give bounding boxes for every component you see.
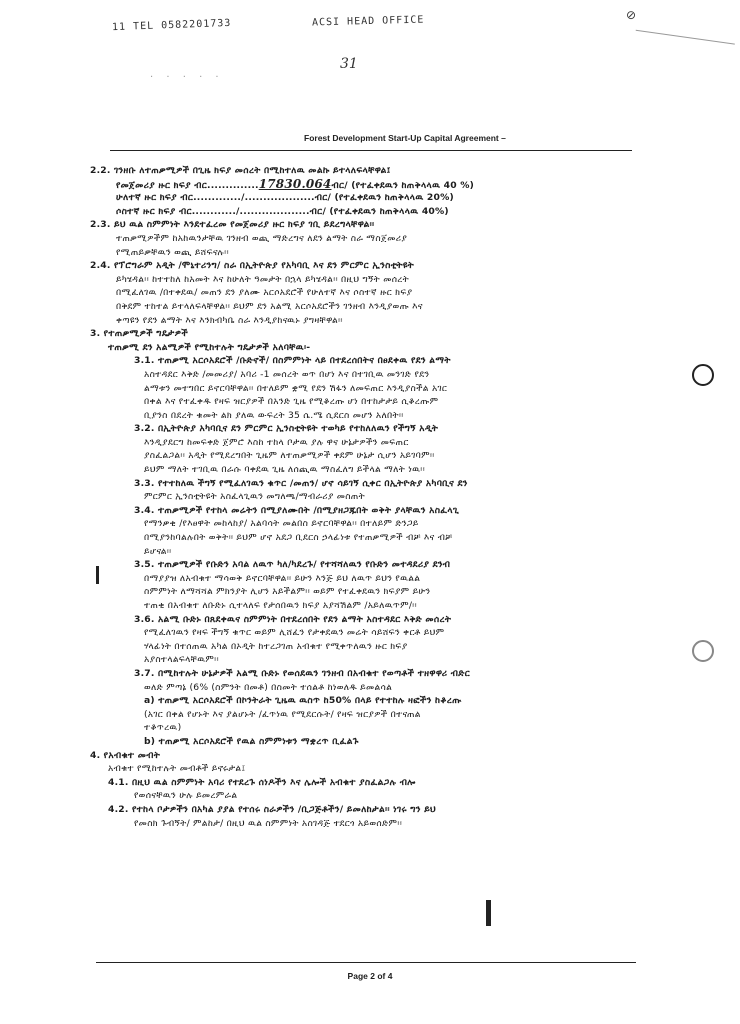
scan-noise: · · · · · bbox=[150, 72, 224, 83]
document-line bbox=[88, 368, 648, 382]
line-text: በሚፈለገዉ /በተቀደዉ/ መጠን ደን ያለሙ አርሶአደሮች የሁለተኛ እና ሶስተኛ ዙር ክፍያ bbox=[116, 287, 413, 299]
document-line bbox=[88, 694, 648, 708]
line-text: a) ተጠቃሚ አርሶአደሮች በኮንትራት ጊዜዉ ዉስጥ ከ50% በላይ የተተከሉ ዛፎችን ከቆረጡ bbox=[144, 695, 462, 707]
document-line bbox=[88, 205, 648, 219]
document-line bbox=[88, 341, 648, 355]
document-line bbox=[88, 762, 648, 776]
line-text: ቢያንስ በደረት ቁመት ልክ ያለዉ ውፍረት 35 ሴ.ሜ ሲደርስ መሆን አለበት፡፡ bbox=[144, 409, 404, 421]
document-header: Forest Development Start-Up Capital Agreement – bbox=[304, 133, 506, 143]
line-text: 4.1. በዚህ ዉል ስምምነት አባሪ የተደረጉ ሰነዶችን እና ሌሎች አብቁተ ያስፈልጋሉ ብሎ bbox=[108, 776, 416, 788]
line-text: ሶስተኛ ዙር ክፍያ ብር............/...................ብር/ (የተፈቀደዉን ከጠቅላላዉ 40%) bbox=[116, 205, 449, 217]
line-text: 3.4. ተጠቃሚዎች የተከላ መሬትን በሚያለሙበት /በሚያዘጋጁበት ወቅት ያላቸዉን አስፈላጊ bbox=[134, 504, 460, 516]
line-text: ስምምነት ለማሻሻል ምክንያት ሊሆን አይችልም፡፡ ወይም የተፈቀደዉን ክፍያም ይሁን bbox=[144, 586, 431, 598]
handwritten-amount: 17830.064 bbox=[258, 177, 332, 191]
document-line bbox=[88, 545, 648, 559]
line-text: ያስፈልጋል፡፡ አዲት የሚደረግበት ጊዜም ለተጠቃሚዎች ቀደም ሁኔታ ሲሆን አይገባም፡፡ bbox=[144, 450, 435, 462]
line-text: ተቆጥረዉ) bbox=[144, 722, 182, 734]
line-text: ምርምር ኢንስቲትዩት አስፈላጊዉን መግለጫ/ማብራሪያ መስጠት bbox=[144, 491, 366, 503]
document-line bbox=[88, 640, 648, 654]
document-line bbox=[88, 490, 648, 504]
line-text: 3.3. የተተከለዉ ችግኝ የሚፈለገዉን ቁጥር /መጠን/ ሆኖ ሳይገኝ ሲቀር በኢትዮጵያ አካባቢና ደን bbox=[134, 477, 468, 489]
line-text: ቀጣዩን የደን ልማት እና እንክብካቤ ስራ እንዲያከናዉኑ ያግዛቸዋል፡፡ bbox=[116, 314, 343, 326]
document-body bbox=[88, 164, 648, 830]
document-line bbox=[88, 422, 648, 436]
punch-hole-icon bbox=[692, 364, 714, 386]
line-text: ተጠቂ በአብቁተ ለቡድኑ ሲተላለፍ የታሰበዉን ክፍያ አያሻሽልም /አይለዉጥም/፡፡ bbox=[144, 600, 417, 611]
line-text: 3. የተጠቃሚዎች ግዴታዎች bbox=[90, 328, 189, 340]
line-text: ይካሄዳል፡፡ ከተተከለ ከአመት እና ከሁለት ዓመታት በኋላ ይካሄዳል፡፡ በዚህ ግኝት መሰረት bbox=[116, 273, 410, 285]
document-line bbox=[88, 436, 648, 450]
document-line bbox=[88, 354, 648, 368]
document-line bbox=[88, 667, 648, 681]
document-line bbox=[88, 803, 648, 817]
line-text: በቀል እና የተፈቀዱ የዛፍ ዝርያዎች በአንድ ጊዜ የሚቆረጡ ሆነ በተከታታይ ሲቆረጡም bbox=[144, 396, 439, 408]
line-text: 3.2. በኢትዮጵያ አካባቢና ደን ምርምር ኢንስቲትዩት ተወካይ የተከለለዉን የችግኝ አዲት bbox=[134, 423, 439, 435]
document-line bbox=[88, 558, 648, 572]
line-text: 3.5. ተጠቃሚዎች የቡድን አባል ለዉጥ ካለ/ካደረጉ/ የተሻሻለዉን የቡድን መተዳደሪያ ደንብ bbox=[134, 559, 451, 571]
document-line bbox=[88, 817, 648, 831]
document-line bbox=[88, 232, 648, 246]
document-line bbox=[88, 735, 648, 749]
document-line bbox=[88, 477, 648, 491]
document-line bbox=[88, 585, 648, 599]
document-line bbox=[88, 599, 648, 613]
document-line bbox=[88, 789, 648, 803]
document-line bbox=[88, 409, 648, 423]
document-line bbox=[88, 246, 648, 260]
document-line bbox=[88, 300, 648, 314]
line-text-after: ብር/ (የተፈቀደዉን ከጠቅላላዉ 40 %) bbox=[331, 179, 475, 191]
document-line bbox=[88, 191, 648, 205]
page-footer: Page 2 of 4 bbox=[347, 971, 393, 981]
margin-mark bbox=[486, 900, 491, 926]
line-text: 2.2. ገንዘቡ ለተጠቃሚዎች በጊዜ ክፍያ መሰረት በሚከተለዉ መልኩ ይተላለፍላቸዋል፤ bbox=[90, 165, 391, 176]
line-text: አብቁተ የሚከተሉት መብቶች ይኖሩታል፤ bbox=[108, 763, 246, 775]
line-text: 3.1. ተጠቃሚ አርሶአደሮች /ቡድኖች/ በስምምነት ላይ በተደረሰበትና በፀደቀዉ የደን ልማት bbox=[134, 355, 451, 367]
document-line bbox=[88, 572, 648, 586]
document-line bbox=[88, 259, 648, 273]
handwritten-page-number: 31 bbox=[340, 56, 358, 72]
document-line bbox=[88, 164, 648, 178]
document-line bbox=[88, 613, 648, 627]
document-line bbox=[88, 273, 648, 287]
document-line bbox=[88, 626, 648, 640]
fax-header-right: ACSI HEAD OFFICE bbox=[311, 14, 425, 29]
line-text: የማንቃቂ /የእፀዋት መከላከያ/ አልባሳት መልበስ ይኖርባቸዋል፡፡ በተለይም ድንጋይ bbox=[144, 518, 419, 530]
document-line bbox=[88, 681, 648, 695]
line-text: 2.4. የፕሮግራም አዲት /ሞኒተሪንግ/ ስራ በኢትዮጵያ የአካባቢ እና ደን ምርምር ኢንስቲትዩት bbox=[90, 260, 415, 272]
document-line bbox=[88, 463, 648, 477]
line-text: ሁለተኛ ዙር ክፍያ ብር............./...................ብር/ (የተፈቀደዉን ከጠቅላላዉ 20%) bbox=[116, 192, 454, 204]
document-line bbox=[88, 314, 648, 328]
document-line bbox=[88, 749, 648, 763]
page-edge-mark bbox=[636, 0, 739, 45]
line-text: ሃላፊነት በተሰጠዉ አካል በኦዲት ከተረጋገጠ አብቁተ የሚቀጥለዉን ዙር ክፍያ bbox=[144, 640, 408, 652]
line-text: ወለድ ምጣኔ (6% (ስምንት በመቶ) በስመት ተሰልቶ ከነወለዱ ይመልሳል bbox=[144, 681, 393, 693]
document-line bbox=[88, 286, 648, 300]
margin-mark bbox=[96, 566, 99, 584]
line-text: b) ተጠቃሚ አርሶአደሮች የዉል ስምምነቱን ማቋረጥ ቢፈልጉ bbox=[144, 735, 359, 747]
document-line bbox=[88, 178, 648, 192]
line-text: የመስክ ጉብኝት/ ምልከታ/ በዚህ ዉል ስምምነት አስገዳጅ ተደርጎ አይወሰድም፡፡ bbox=[134, 817, 403, 829]
document-line bbox=[88, 449, 648, 463]
line-text: (አገር በቀል የሆኑት እና ያልሆኑት /ፈጥነዉ የሚደርሱት/ የዛፍ ዝርያዎች በተናጠል bbox=[144, 708, 421, 720]
line-text: አያስተላልፍላቸዉም፡፡ bbox=[144, 654, 219, 666]
line-text: 4.2. የተከላ ቦታዎችን በአካል ያያል የተሰሩ ስራዎችን /ቢጋጅቶችን/ ይመለከታል፡፡ ነገሩ ግን ይህ bbox=[108, 803, 437, 815]
document-line bbox=[88, 776, 648, 790]
line-text: የሚፈለገዉን የዛፍ ችግኝ ቁጥር ወይም ሊሸፈን የታቀደዉን መሬት ሳይሸፍን ቀርቶ ይህም bbox=[144, 627, 445, 639]
document-line bbox=[88, 504, 648, 518]
document-line bbox=[88, 708, 648, 722]
line-text: በማያያዝ ለአብቁተ ማሳወቅ ይኖርባቸዋል፡፡ ይሁን እንጅ ይህ ለዉጥ ይህን የዉልል bbox=[144, 572, 421, 584]
line-text: በሚያንከባልሉበት ወቅት፡፡ ይህም ሆኖ አደጋ ቢደርስ ኃላፊነቱ የተጠቃሚዎች ብቻ እና ብቻ bbox=[144, 532, 453, 544]
line-text: አስተዳደር እቅድ /መመሪያ/ አባሪ -1 መሰረት ወጥ በሆነ እና በተገቢዉ መንገድ የደን bbox=[144, 368, 430, 380]
line-text: 3.7. በሚከተሉት ሁኔታዎች አልሚ ቡድኑ የወሰደዉን ገንዘብ በአብቁተ የወጣቶች ተዘዋዋሪ ብድር bbox=[134, 667, 471, 679]
line-text: ተጠቃሚዎችም ከአከዉንታቸዉ ገንዘብ ወጪ ማድረግና ለደን ልማት ስራ ማስጀመሪያ bbox=[116, 232, 408, 244]
corner-stamp-icon: ⊘ bbox=[626, 8, 637, 22]
document-line bbox=[88, 517, 648, 531]
document-line bbox=[88, 653, 648, 667]
line-text: 3.6. አልሚ ቡድኑ በጸደቀዉና ስምምነት በተደረሰበት የደን ልማት አስተዳደር እቅድ መሰረት bbox=[134, 613, 452, 625]
footer-rule bbox=[96, 962, 636, 963]
line-text: ተጠቃሚ ደን አልሚዎች የሚከተሉት ግዴታዎች አለባቸዉ፡- bbox=[108, 341, 311, 353]
fax-header-left: 11 TEL 0582201733 bbox=[111, 17, 232, 34]
line-text: የወሰናቸዉን ሁሉ ይመረምራል bbox=[134, 790, 238, 802]
document-line bbox=[88, 218, 648, 232]
line-text: የመጀመሪያ ዙር ክፍያ ብር.............. bbox=[116, 179, 259, 191]
line-text: 4. የአብቁተ መብት bbox=[90, 749, 161, 761]
line-text: 2.3. ይህ ዉል ስምምነት እንደተፈረመ የመጀመሪያ ዙር ክፍያ ገቢ ይደረግላቸዋል፡፡ bbox=[90, 219, 375, 231]
line-text: እንዲያደርግ ከመፍቀድ ጀምሮ እስከ ተከላ ቦታዉ ያሉ ዋና ሁኔታዎችን መፍጠር bbox=[144, 436, 409, 448]
document-line bbox=[88, 531, 648, 545]
document-line bbox=[88, 327, 648, 341]
line-text: ልማቱን መተግበር ይኖርባቸዋል፡፡ በተለይም ቋሚ የደን ሽፋን ለመፍጠር እንዲያስችል አገር bbox=[144, 382, 448, 394]
punch-hole-icon bbox=[692, 640, 714, 662]
line-text: በቅደም ተከተል ይተላለፍላቸዋል፡፡ ይህም ደን አልሚ አርሶአደሮችን ገንዘብ እንዲያወጡ እና bbox=[116, 300, 423, 312]
line-text: ይህም ማለት ተገቢዉ በራሱ ባቀደዉ ጊዜ ለሰጪዉ ማስፈለግ ይችላል ማለት ነዉ፡፡ bbox=[144, 464, 426, 476]
document-line bbox=[88, 721, 648, 735]
header-rule bbox=[110, 150, 632, 151]
line-text: የሚጠይቃቸዉን ወጪ ይሸፍናሉ፡፡ bbox=[116, 246, 229, 258]
line-text: ይሆናል፡፡ bbox=[144, 545, 172, 557]
document-line bbox=[88, 382, 648, 396]
document-line bbox=[88, 395, 648, 409]
